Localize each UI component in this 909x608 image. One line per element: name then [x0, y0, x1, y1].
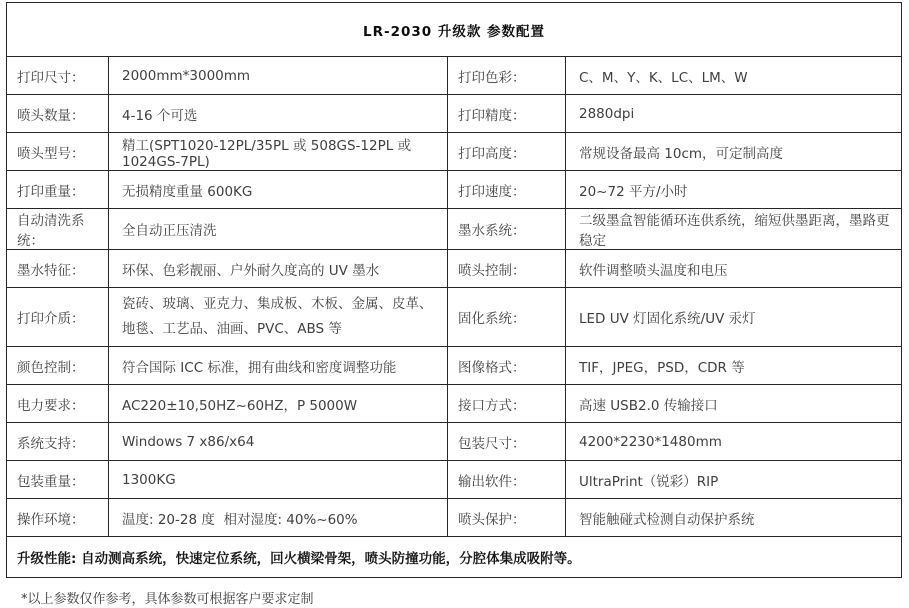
spec-value: 温度: 20-28 度 相对湿度: 40%~60% [109, 499, 448, 537]
spec-value: 精工(SPT1020-12PL/35PL 或 508GS-12PL 或 1024GS-7PL) [109, 133, 448, 171]
spec-value: 高速 USB2.0 传输接口 [566, 385, 902, 423]
spec-label: 打印高度： [448, 133, 566, 171]
spec-value: 2880dpi [566, 95, 902, 133]
table-row [7, 57, 902, 95]
spec-label: 打印色彩： [448, 57, 566, 95]
table-row [7, 95, 902, 133]
spec-label: 墨水特征： [7, 250, 109, 288]
spec-label: 系统支持： [7, 423, 109, 461]
upgrade-note: 升级性能: 自动测高系统，快速定位系统，回火横梁骨架，喷头防撞功能，分腔体集成吸附等。 [7, 537, 902, 578]
spec-label: 喷头型号： [7, 133, 109, 171]
spec-label: 接口方式： [448, 385, 566, 423]
table-row [7, 385, 902, 423]
spec-value: 软件调整喷头温度和电压 [566, 250, 902, 288]
upgrade-row [7, 537, 902, 578]
spec-value: 智能触碰式检测自动保护系统 [566, 499, 902, 537]
spec-label: 喷头数量： [7, 95, 109, 133]
spec-value: 瓷砖、玻璃、亚克力、集成板、木板、金属、皮革、地毯、工艺品、油画、PVC、ABS 等 [109, 288, 448, 347]
table-row [7, 209, 902, 250]
page-title: LR-2030 升级款 参数配置 [7, 3, 902, 57]
table-row [7, 288, 902, 347]
spec-label: 打印精度： [448, 95, 566, 133]
spec-value: C、M、Y、K、LC、LM、W [566, 57, 902, 95]
spec-value: 符合国际 ICC 标准，拥有曲线和密度调整功能 [109, 347, 448, 385]
spec-label: 颜色控制： [7, 347, 109, 385]
table-row [7, 499, 902, 537]
table-row [7, 423, 902, 461]
spec-value: TIF，JPEG，PSD，CDR 等 [566, 347, 902, 385]
spec-value: UltraPrint（锐彩）RIP [566, 461, 902, 499]
spec-label: 固化系统： [448, 288, 566, 347]
spec-label: 图像格式： [448, 347, 566, 385]
spec-label: 包装重量： [7, 461, 109, 499]
spec-value: 20~72 平方/小时 [566, 171, 902, 209]
footnote: *以上参数仅作参考，具体参数可根据客户要求定制 [21, 592, 314, 607]
spec-label: 喷头保护： [448, 499, 566, 537]
spec-label: 打印重量： [7, 171, 109, 209]
spec-value: 二级墨盒智能循环连供系统，缩短供墨距离，墨路更稳定 [566, 209, 902, 250]
spec-value: 4200*2230*1480mm [566, 423, 902, 461]
title-row [7, 3, 902, 57]
spec-value: 全自动正压清洗 [109, 209, 448, 250]
table-row [7, 347, 902, 385]
table-row [7, 171, 902, 209]
spec-value: Windows 7 x86/x64 [109, 423, 448, 461]
spec-label: 包装尺寸： [448, 423, 566, 461]
spec-value: 环保、色彩靓丽、户外耐久度高的 UV 墨水 [109, 250, 448, 288]
spec-label: 打印介质： [7, 288, 109, 347]
spec-value: 1300KG [109, 461, 448, 499]
spec-label: 打印速度： [448, 171, 566, 209]
spec-label: 墨水系统： [448, 209, 566, 250]
spec-value: 4-16 个可选 [109, 95, 448, 133]
spec-label: 操作环境： [7, 499, 109, 537]
spec-value: 2000mm*3000mm [109, 57, 448, 95]
spec-value: 常规设备最高 10cm，可定制高度 [566, 133, 902, 171]
table-row [7, 461, 902, 499]
spec-table [6, 2, 902, 578]
spec-label: 喷头控制： [448, 250, 566, 288]
spec-label: 电力要求： [7, 385, 109, 423]
spec-label: 打印尺寸： [7, 57, 109, 95]
spec-value: 无损精度重量 600KG [109, 171, 448, 209]
table-row [7, 250, 902, 288]
spec-value: LED UV 灯固化系统/UV 汞灯 [566, 288, 902, 347]
spec-label: 输出软件： [448, 461, 566, 499]
table-row [7, 133, 902, 171]
spec-value: AC220±10,50HZ~60HZ，P 5000W [109, 385, 448, 423]
spec-label: 自动清洗系统： [7, 209, 109, 250]
